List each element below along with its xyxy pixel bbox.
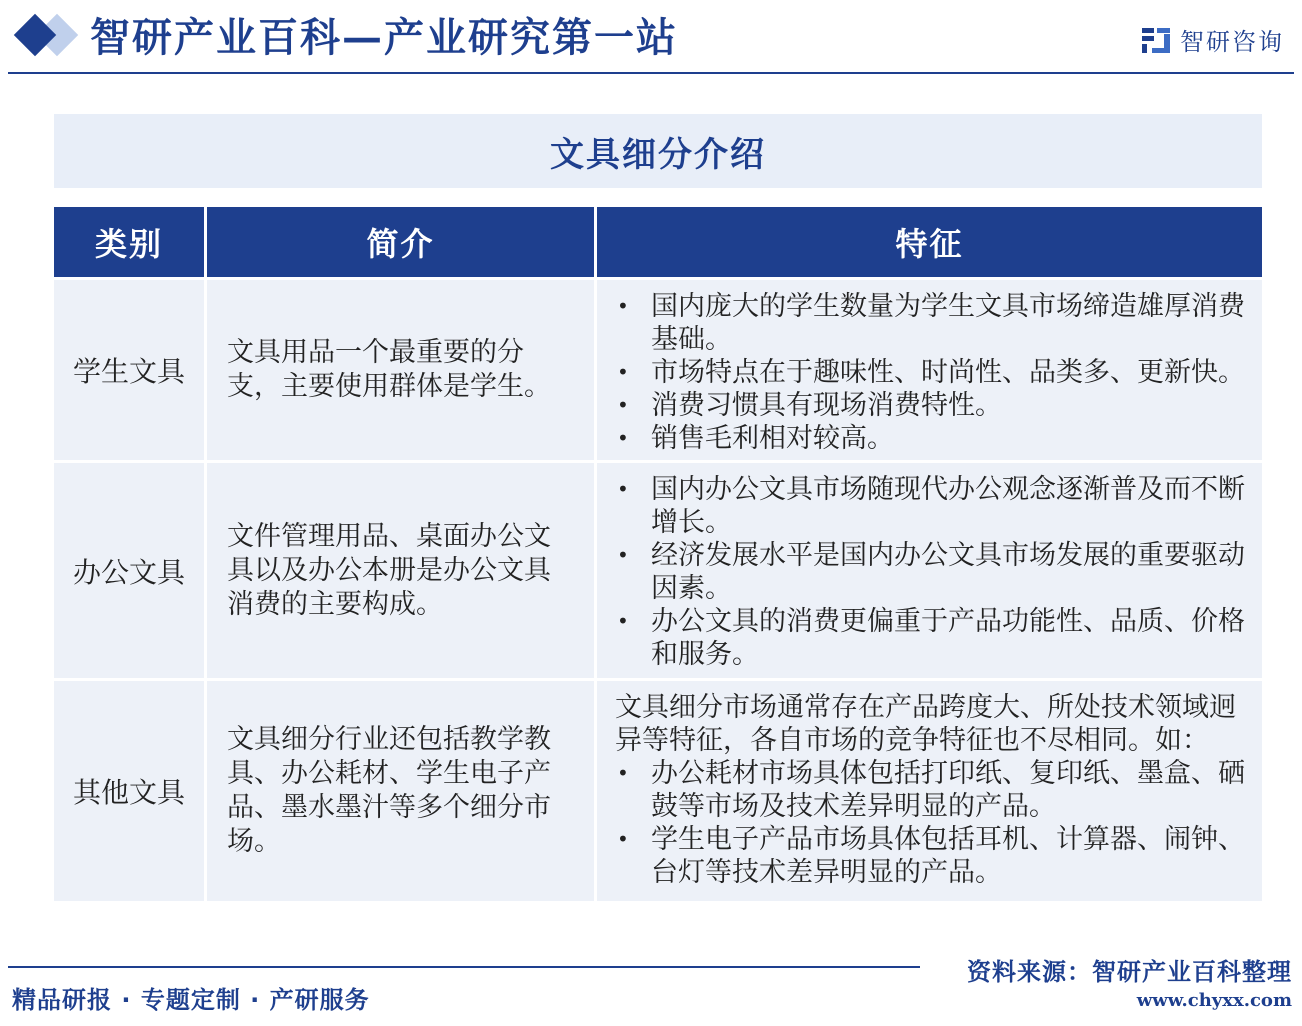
feature-item: • 国内庞大的学生数量为学生文具市场缔造雄厚消费基础。: [615, 290, 1248, 356]
segment-table: [54, 207, 1262, 901]
column-header-features: 特征: [597, 207, 1262, 277]
footer-source: 资料来源：智研产业百科整理: [967, 958, 1292, 986]
feature-item: • 经济发展水平是国内办公文具市场发展的重要驱动因素。: [615, 539, 1248, 605]
feature-item: • 销售毛利相对较高。: [615, 422, 1248, 455]
feature-item: • 办公耗材市场具体包括打印纸、复印纸、墨盒、硒鼓等市场及技术差异明显的产品。: [615, 757, 1248, 823]
feature-item: • 国内办公文具市场随现代办公观念逐渐普及而不断增长。: [615, 473, 1248, 539]
row-category: 学生文具: [54, 280, 204, 460]
table-row: [54, 681, 1262, 901]
diamond-logo-icon: [12, 12, 56, 56]
footer-url[interactable]: www.chyxx.com: [1136, 990, 1292, 1011]
footer-tagline: 精品研报 · 专题定制 · 产研服务: [12, 986, 370, 1014]
row-features: [597, 463, 1262, 678]
column-header-category: 类别: [54, 207, 204, 277]
table-title-band: [54, 114, 1262, 188]
footer-divider: [8, 966, 920, 968]
feature-item: • 市场特点在于趣味性、时尚性、品类多、更新快。: [615, 356, 1248, 389]
row-intro: 文件管理用品、桌面办公文具以及办公本册是办公文具消费的主要构成。: [207, 463, 594, 678]
table-row: [54, 280, 1262, 460]
feature-item: • 消费习惯具有现场消费特性。: [615, 389, 1248, 422]
column-header-intro: 简介: [207, 207, 594, 277]
feature-item: • 办公文具的消费更偏重于产品功能性、品质、价格和服务。: [615, 605, 1248, 671]
row-intro: 文具用品一个最重要的分支，主要使用群体是学生。: [207, 280, 594, 460]
feature-lead: 文具细分市场通常存在产品跨度大、所处技术领域迥异等特征，各自市场的竞争特征也不尽相同。如：: [615, 692, 1236, 756]
feature-item: • 学生电子产品市场具体包括耳机、计算器、闹钟、台灯等技术差异明显的产品。: [615, 823, 1248, 889]
table-title: 文具细分介绍: [550, 134, 766, 175]
table-header-row: [54, 207, 1262, 277]
brand-logo-icon: [1140, 24, 1172, 56]
brand: [1140, 22, 1284, 57]
row-category: 办公文具: [54, 463, 204, 678]
row-intro: 文具细分行业还包括教学教具、办公耗材、学生电子产品、墨水墨汁等多个细分市场。: [207, 681, 594, 901]
row-category: 其他文具: [54, 681, 204, 901]
header-divider: [8, 72, 1294, 74]
page-header: [0, 0, 1302, 74]
page-title: 智研产业百科—产业研究第一站: [90, 14, 678, 61]
table-row: [54, 463, 1262, 678]
brand-name: 智研咨询: [1180, 28, 1284, 56]
row-features: [597, 681, 1262, 901]
row-features: [597, 280, 1262, 460]
